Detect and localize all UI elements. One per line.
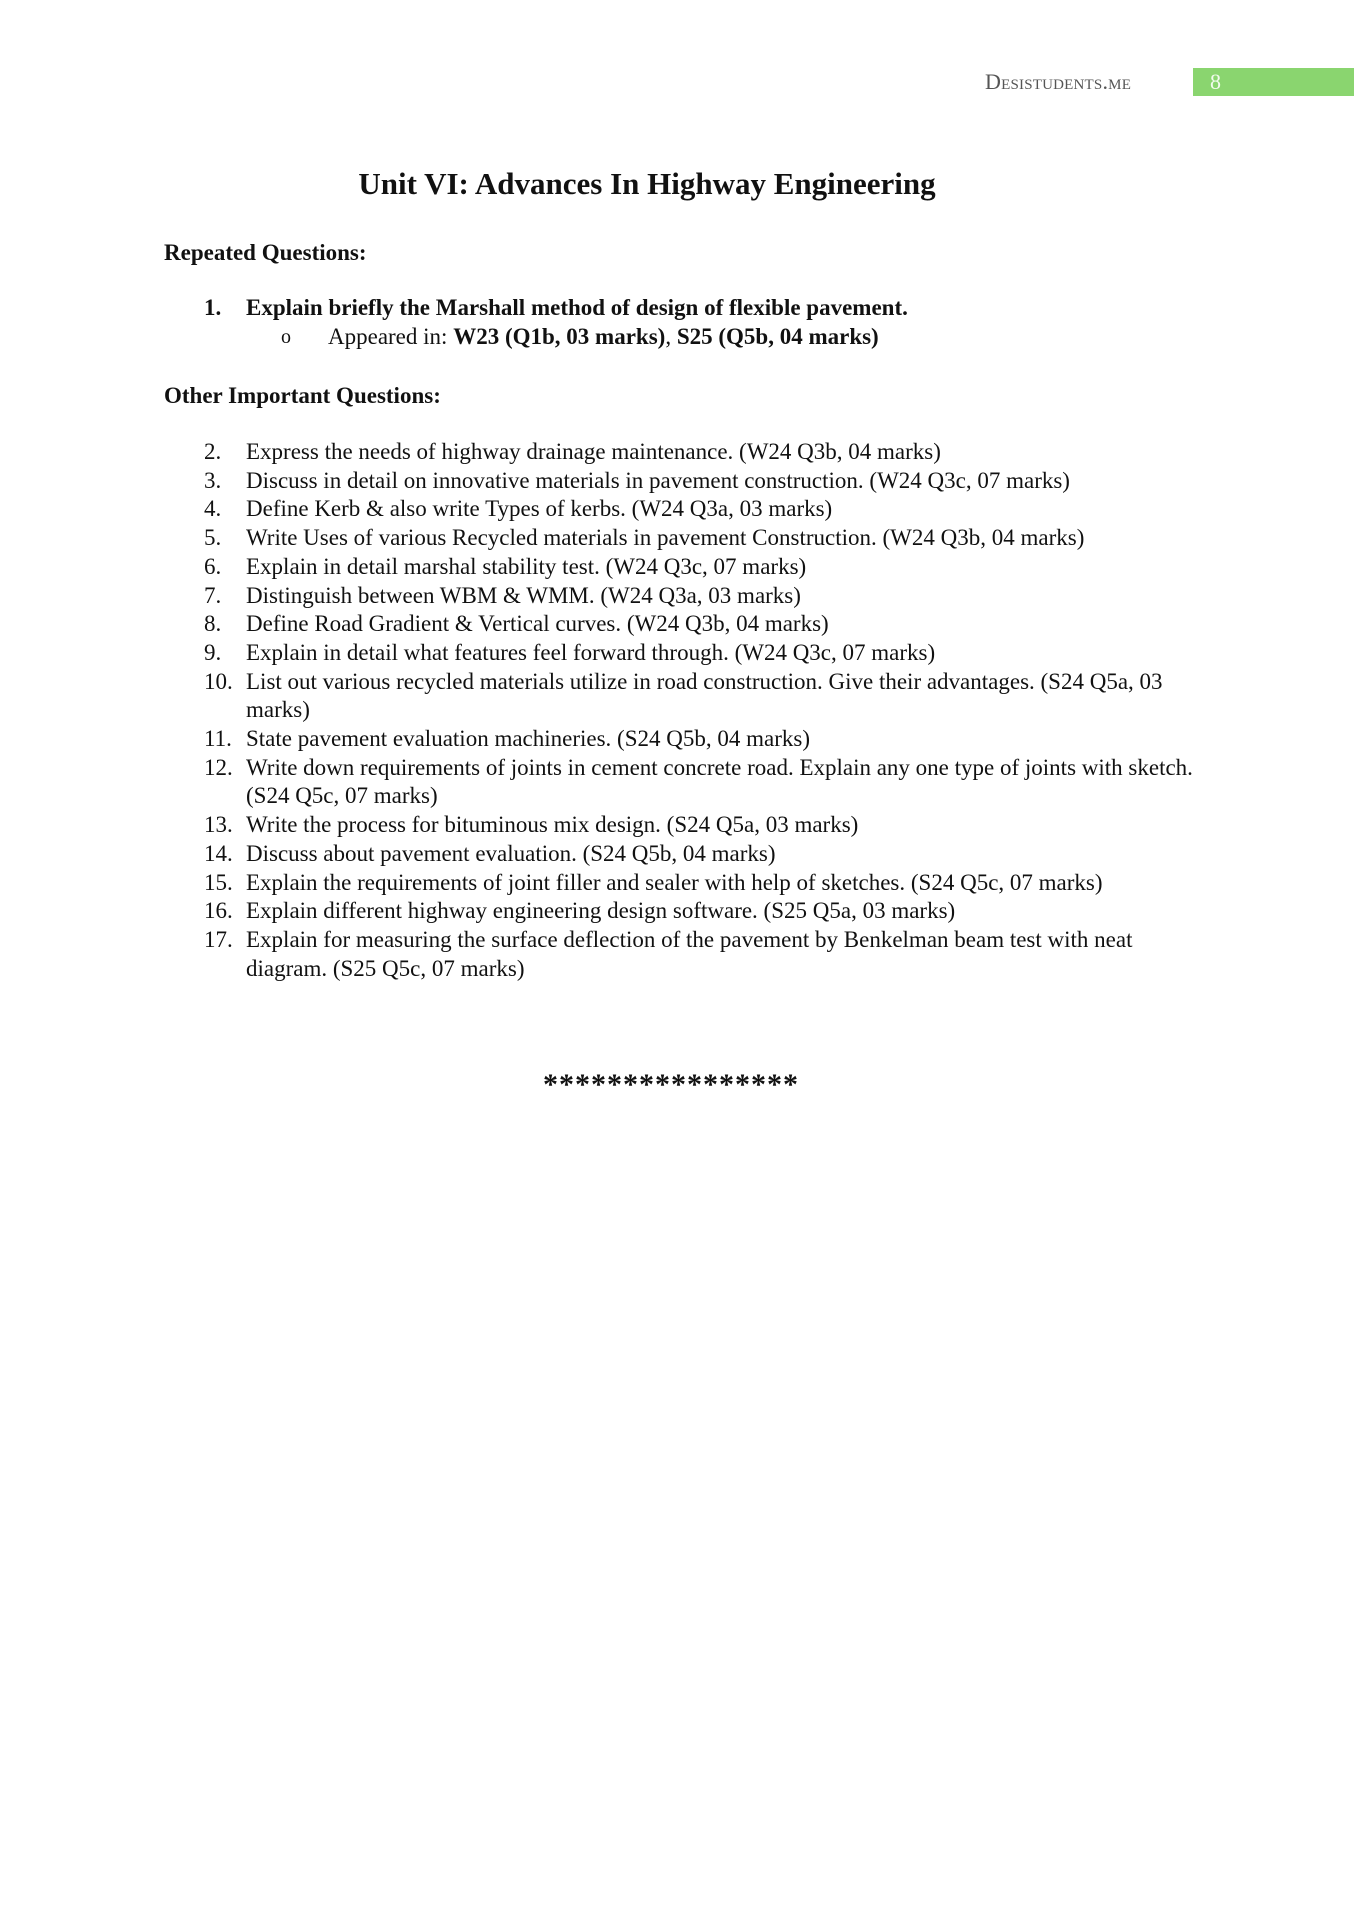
item-text: Define Kerb & also write Types of kerbs. (W24 Q3a, 03 marks) xyxy=(246,496,833,522)
list-item xyxy=(164,294,1214,323)
list-item xyxy=(164,438,1214,467)
item-text: Explain different highway engineering design software. (S25 Q5a, 03 marks) xyxy=(246,898,956,924)
end-marker-text: **************** xyxy=(543,1068,799,1101)
item-number: 15. xyxy=(204,869,233,895)
item-text: Explain for measuring the surface deflection of the pavement by Benkelman beam test with neat diagram. (S25 Q5c, 07 marks) xyxy=(246,926,1133,981)
item-text: Explain briefly the Marshall method of design of flexible pavement. xyxy=(246,295,908,320)
page-title-text: Unit VI: Advances In Highway Engineering xyxy=(358,166,936,201)
header-site-name: Desistudents.me xyxy=(985,69,1132,94)
list-item xyxy=(164,811,1214,840)
item-number: 4. xyxy=(204,496,222,522)
appeared-sep: , xyxy=(665,323,677,349)
item-text: Write the process for bituminous mix design. (S24 Q5a, 03 marks) xyxy=(246,812,859,838)
item-text: Define Road Gradient & Vertical curves. (W24 Q3b, 04 marks) xyxy=(246,611,829,637)
item-text: Explain in detail marshal stability test. (W24 Q3c, 07 marks) xyxy=(246,553,807,579)
item-text: Write down requirements of joints in cement concrete road. Explain any one type of joints with sketch. (S24 Q5c, 07 marks) xyxy=(246,754,1193,809)
item-text: Distinguish between WBM & WMM. (W24 Q3a, 03 marks) xyxy=(246,582,801,608)
item-number: 16. xyxy=(204,898,233,924)
item-number: 3. xyxy=(204,467,222,493)
page-number: 8 xyxy=(1210,69,1221,94)
item-number: 14. xyxy=(204,840,233,866)
item-text: Express the needs of highway drainage maintenance. (W24 Q3b, 04 marks) xyxy=(246,439,941,464)
item-text: Discuss about pavement evaluation. (S24 Q5b, 04 marks) xyxy=(246,840,776,866)
repeated-questions-heading: Repeated Questions: xyxy=(164,240,367,265)
appeared-ref: S25 (Q5b, 04 marks) xyxy=(676,323,879,349)
list-item xyxy=(164,467,1214,496)
list-item xyxy=(164,553,1214,582)
circle-bullet-icon: o xyxy=(281,325,291,348)
list-item xyxy=(164,524,1214,553)
end-marker xyxy=(0,1068,1358,1102)
item-number: 10. xyxy=(204,668,233,694)
item-number: 9. xyxy=(204,639,222,665)
item-number: 7. xyxy=(204,582,222,608)
repeated-questions-list xyxy=(164,294,1214,351)
list-item xyxy=(164,840,1214,869)
appeared-ref: W23 (Q1b, 03 marks) xyxy=(453,323,666,349)
item-text: List out various recycled materials utilize in road construction. Give their advantages. (S24 Q5a, 03 marks) xyxy=(246,668,1163,723)
item-text: State pavement evaluation machineries. (S24 Q5b, 04 marks) xyxy=(246,726,810,752)
list-item xyxy=(164,725,1214,754)
item-number: 11. xyxy=(204,726,232,752)
item-text: Explain in detail what features feel forward through. (W24 Q3c, 07 marks) xyxy=(246,639,936,665)
list-item xyxy=(164,926,1214,983)
item-number: 13. xyxy=(204,812,233,838)
header-page-bar xyxy=(1193,68,1354,96)
list-item xyxy=(164,754,1214,811)
list-item xyxy=(164,639,1214,668)
item-text: Discuss in detail on innovative materials in pavement construction. (W24 Q3c, 07 marks) xyxy=(246,467,1070,493)
item-text: Write Uses of various Recycled materials in pavement Construction. (W24 Q3b, 04 marks) xyxy=(246,525,1085,551)
list-item xyxy=(164,897,1214,926)
list-item xyxy=(164,668,1214,725)
item-number: 6. xyxy=(204,553,222,579)
page-title xyxy=(0,164,1358,204)
item-text: Explain the requirements of joint filler and sealer with help of sketches. (S24 Q5c, 07 marks) xyxy=(246,869,1103,895)
item-number: 1. xyxy=(204,295,222,320)
list-item xyxy=(164,610,1214,639)
list-item xyxy=(164,495,1214,524)
item-number: 2. xyxy=(204,439,222,464)
appeared-in-line xyxy=(164,323,1214,352)
list-item xyxy=(164,582,1214,611)
other-questions-heading: Other Important Questions: xyxy=(164,383,441,408)
item-number: 17. xyxy=(204,926,233,952)
item-number: 5. xyxy=(204,525,222,551)
appeared-label: Appeared in: xyxy=(328,323,454,349)
list-item xyxy=(164,869,1214,898)
item-number: 8. xyxy=(204,611,222,637)
other-questions-list xyxy=(164,438,1214,983)
item-number: 12. xyxy=(204,754,233,780)
